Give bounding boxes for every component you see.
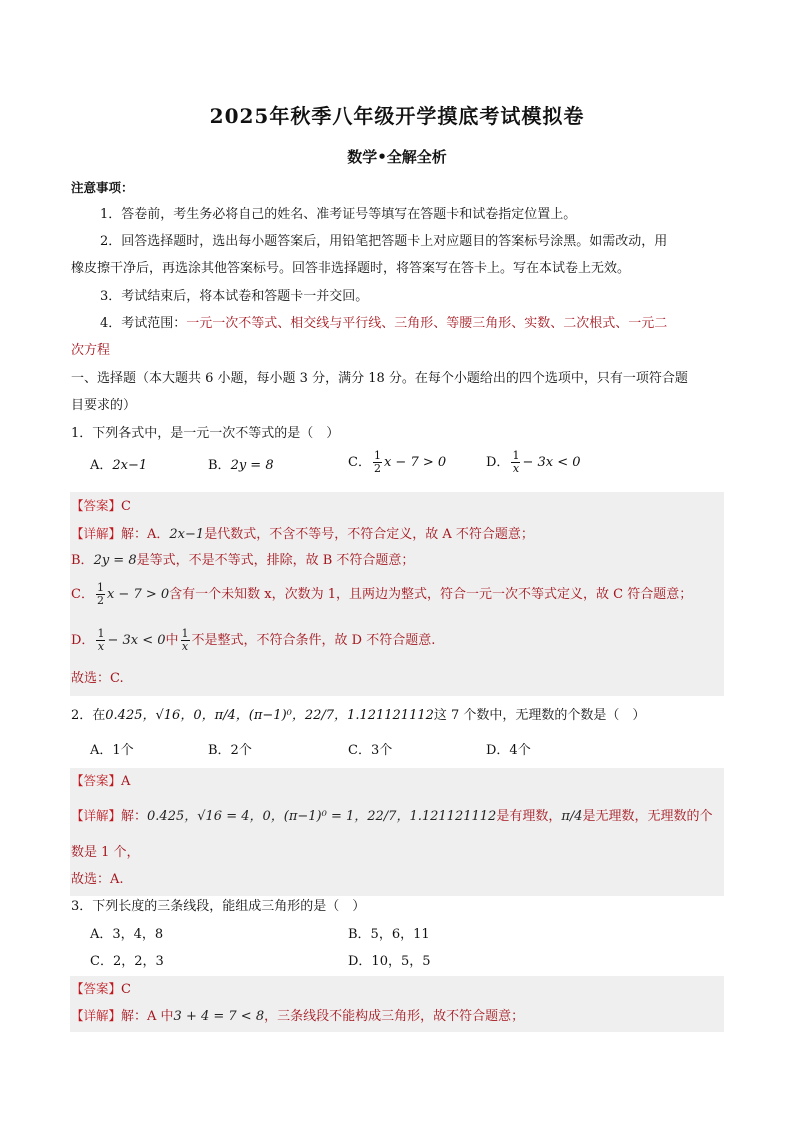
detail-prefix: D． xyxy=(71,633,95,648)
q1-option-a-label: A． xyxy=(90,458,113,473)
fraction-denominator: x xyxy=(97,640,105,653)
page-title: 2025年秋季八年级开学摸底考试模拟卷 xyxy=(209,104,585,128)
fraction-denominator: x xyxy=(512,462,520,475)
section-heading-cont: 目要求的） xyxy=(71,398,137,413)
fraction-denominator: 2 xyxy=(96,594,104,607)
q2-detail-a xyxy=(71,806,731,827)
q1-option-a-math: 2x−1 xyxy=(112,458,148,473)
detail-prefix: 解：A 中 xyxy=(121,1009,174,1024)
exam-range: 一元一次不等式、相交线与平行线、三角形、等腰三角形、实数、二次根式、一元二 xyxy=(186,316,668,331)
detail-tag: 【详解】 xyxy=(71,526,122,541)
q3-answer xyxy=(71,979,731,1000)
detail-prefix: B． xyxy=(71,553,94,568)
detail-fraction xyxy=(96,582,105,607)
fraction-numerator: 1 xyxy=(96,581,104,594)
detail-text: ，三条线段不能构成三角形，故不符合题意； xyxy=(264,1009,525,1024)
fraction-denominator: 2 xyxy=(373,462,381,475)
notice-item-3: 3．考试结束后，将本试卷和答题卡一并交回。 xyxy=(100,289,369,304)
answer-value: C xyxy=(121,499,131,514)
q1-option-a xyxy=(90,456,147,476)
detail-tag: 【详解】 xyxy=(71,808,122,823)
fraction-numerator: 1 xyxy=(97,627,105,640)
detail-prefix: 解：A． xyxy=(121,527,170,542)
q1-option-d-label: D． xyxy=(486,455,510,470)
q1-answer xyxy=(71,496,731,517)
q2-stem-prefix: 2．在 xyxy=(71,708,106,723)
q2-stem-items: 0.4̇25̇，√16，0，π/4，(π−1)⁰，22/7，1.121121112 xyxy=(105,708,434,723)
notice-item-4 xyxy=(100,314,730,334)
q2-stem xyxy=(71,706,731,726)
q3-option-c: C．2，2，3 xyxy=(90,954,164,969)
q1-conclusion: 故选：C. xyxy=(71,671,124,686)
detail-fraction-2 xyxy=(181,628,190,653)
detail-prefix: 解： xyxy=(121,809,148,824)
detail-tag: 【详解】 xyxy=(71,1008,122,1023)
detail-math: 2y = 8 xyxy=(93,553,137,568)
q2-stem-suffix: 这 7 个数中，无理数的个数是（ ） xyxy=(433,708,646,723)
q3-option-d: D．10，5，5 xyxy=(348,954,431,969)
q1-option-b xyxy=(208,456,274,476)
detail-math: 2x−1 xyxy=(169,527,205,542)
q1-option-c xyxy=(348,450,446,475)
detail-text: 不是整式，不符合条件，故 D 不符合题意. xyxy=(191,633,436,648)
q1-stem: 1．下列各式中，是一元一次不等式的是（ ） xyxy=(71,426,340,441)
notice-item-2b: 橡皮擦干净后，再选涂其他答案标号。回答非选择题时，将答案写在答卡上。写在本试卷上无效。 xyxy=(71,261,631,276)
q3-option-b: B．5，6，11 xyxy=(348,927,430,942)
exam-range-cont: 次方程 xyxy=(71,343,111,358)
q1-option-c-math: x − 7 > 0 xyxy=(383,455,447,470)
q2-detail-b: 数是 1 个， xyxy=(71,845,140,860)
detail-text: 含有一个未知数 x，次数为 1，且两边为整式，符合一元一次不等式定义，故 C 符合题意； xyxy=(169,587,693,602)
detail-math: π/4 xyxy=(561,809,583,824)
q1-option-b-math: 2y = 8 xyxy=(230,458,274,473)
q1-detail-a xyxy=(71,524,731,545)
answer-tag: 【答案】 xyxy=(71,498,122,513)
section-heading: 一、选择题（本大题共 6 小题，每小题 3 分，满分 18 分。在每个小题给出的四个选项中，只有一项符合题 xyxy=(71,371,688,386)
detail-text: 是无理数，无理数的个 xyxy=(582,809,713,824)
fraction-numerator: 1 xyxy=(373,449,381,462)
q1-option-d-fraction xyxy=(511,450,520,475)
q2-option-d: D．4个 xyxy=(486,743,531,758)
detail-math: 3 + 4 = 7 < 8 xyxy=(173,1009,265,1024)
page-subtitle: 数学•全解全析 xyxy=(347,148,447,166)
notice-item-4-prefix: 4．考试范围： xyxy=(100,316,187,331)
detail-text: 是等式，不是不等式，排除，故 B 不符合题意； xyxy=(136,553,415,568)
answer-tag: 【答案】 xyxy=(71,773,122,788)
q1-option-b-label: B． xyxy=(208,458,231,473)
q2-answer xyxy=(71,771,731,792)
q1-detail-b xyxy=(71,551,731,571)
detail-text: 是有理数， xyxy=(496,809,562,824)
detail-math: 0.4̇25̇，√16 = 4，0，(π−1)⁰ = 1，22/7，1.121121112 xyxy=(147,809,497,824)
detail-math: x − 7 > 0 xyxy=(106,587,170,602)
fraction-numerator: 1 xyxy=(512,449,520,462)
q1-option-d-math: − 3x < 0 xyxy=(522,455,581,470)
q3-option-a: A．3，4，8 xyxy=(90,927,164,942)
q2-option-c: C．3个 xyxy=(348,743,393,758)
detail-math: − 3x < 0 xyxy=(107,633,166,648)
q2-option-a: A．1个 xyxy=(90,743,134,758)
notice-heading: 注意事项： xyxy=(71,180,134,195)
q1-detail-c xyxy=(71,582,731,607)
answer-value: A xyxy=(121,774,131,789)
q2-conclusion: 故选：A. xyxy=(71,872,124,887)
answer-tag: 【答案】 xyxy=(71,981,122,996)
q3-detail-a xyxy=(71,1006,731,1027)
q1-option-c-fraction xyxy=(373,450,382,475)
detail-prefix: C． xyxy=(71,587,94,602)
detail-fraction xyxy=(96,628,105,653)
notice-item-1: 1．答卷前，考生务必将自己的姓名、准考证号等填写在答题卡和试卷指定位置上。 xyxy=(100,207,577,222)
q2-option-b: B．2个 xyxy=(208,743,252,758)
q1-option-c-label: C． xyxy=(348,455,371,470)
q1-option-d xyxy=(486,450,581,475)
q1-detail-d xyxy=(71,628,731,653)
fraction-numerator: 1 xyxy=(181,627,189,640)
detail-text: 是代数式，不含不等号，不符合定义，故 A 不符合题意； xyxy=(204,527,534,542)
answer-value: C xyxy=(121,982,131,997)
detail-text: 中 xyxy=(165,633,179,648)
q3-stem: 3．下列长度的三条线段，能组成三角形的是（ ） xyxy=(71,899,366,914)
notice-item-2a: 2．回答选择题时，选出每小题答案后，用铅笔把答题卡上对应题目的答案标号涂黑。如需改动，用 xyxy=(100,234,668,249)
fraction-denominator: x xyxy=(181,640,189,653)
